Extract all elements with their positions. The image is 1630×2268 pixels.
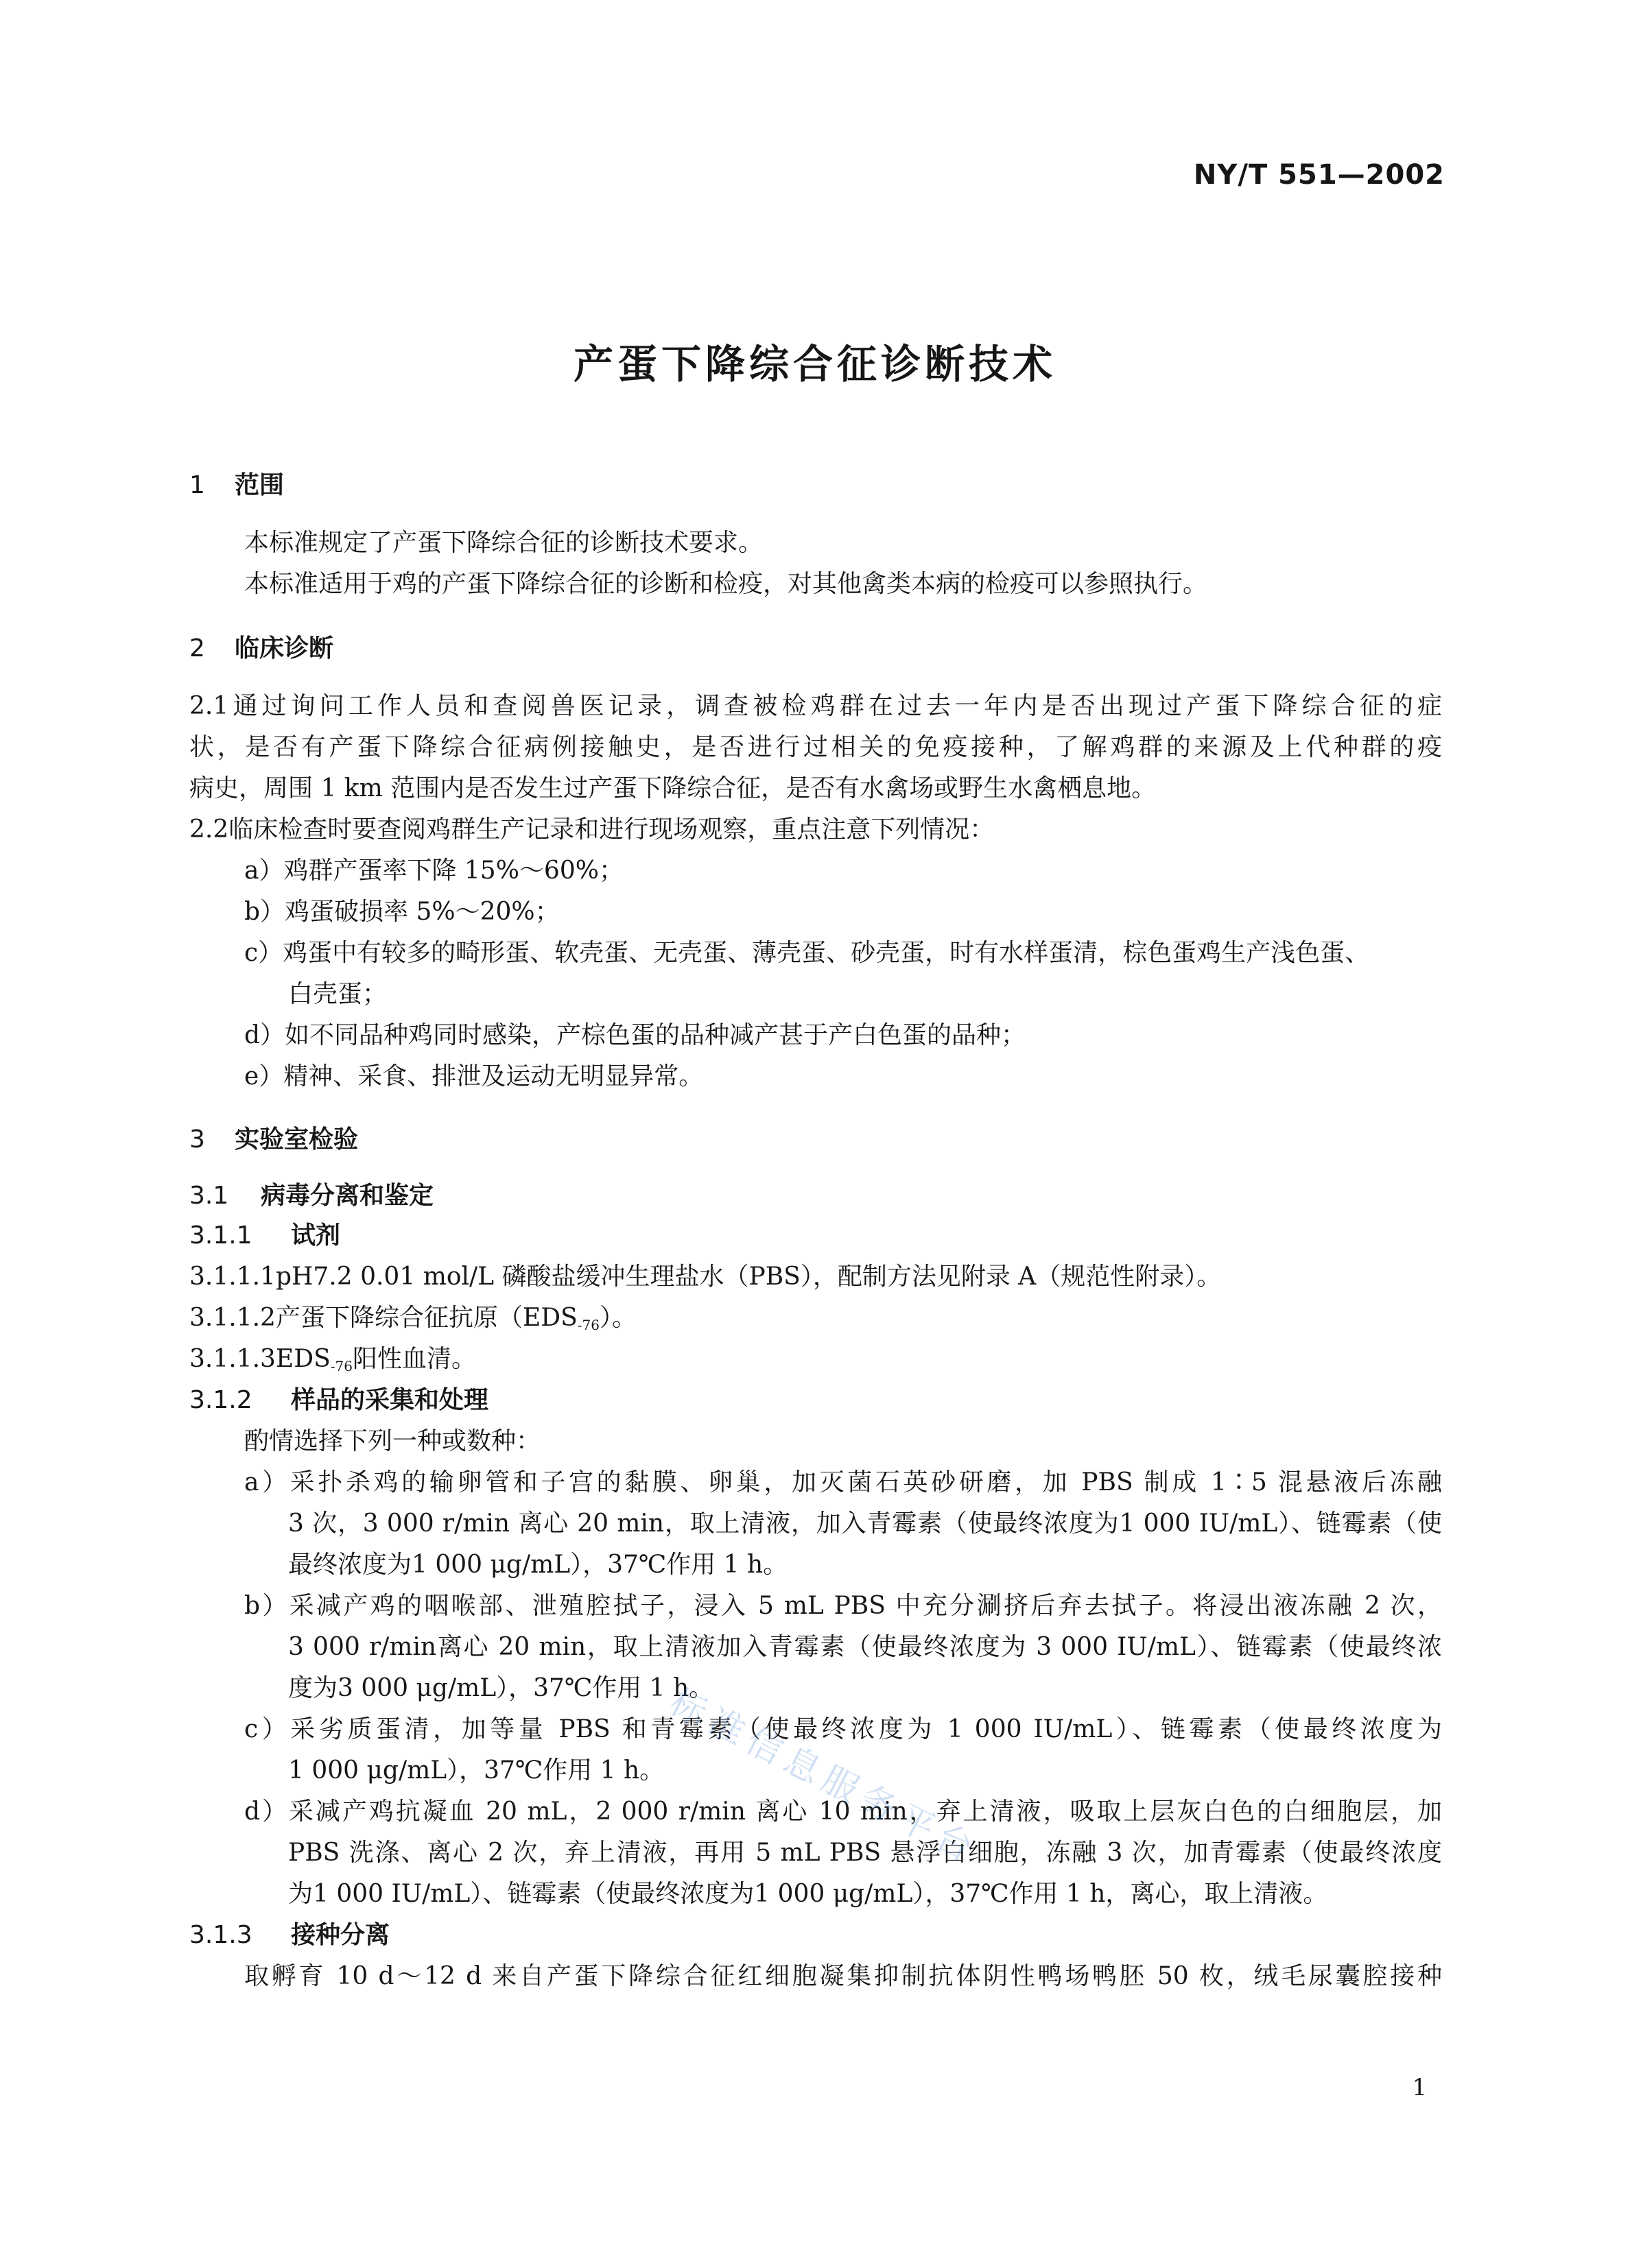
clause-number: 3.1.1.3 — [189, 1345, 276, 1373]
list-item: b）鸡蛋破损率 5%～20%； — [244, 898, 560, 926]
clause-number: 3.1.1.1 — [189, 1263, 276, 1291]
list-item-continuation: 度为3 000 μg/mL），37℃作用 1 h。 — [288, 1674, 714, 1702]
paragraph: 本标准规定了产蛋下降综合征的诊断技术要求。 — [244, 529, 764, 557]
section-number: 3.1.1 — [189, 1221, 252, 1250]
paragraph: 酌情选择下列一种或数种： — [244, 1427, 541, 1455]
clause-number: 3.1.1.2 — [189, 1304, 276, 1332]
clause-text: 产蛋下降综合征抗原（EDS — [275, 1304, 578, 1332]
list-item-continuation: 为1 000 IU/mL）、链霉素（使最终浓度为1 000 μg/mL），37℃作用 1 h，离心，取上清液。 — [288, 1880, 1328, 1908]
paragraph-line — [189, 691, 1442, 721]
section-number: 1 — [189, 471, 205, 499]
clause-text: EDS — [275, 1345, 331, 1373]
list-item: b）采减产鸡的咽喉部、泄殖腔拭子，浸入 5 mL PBS 中充分涮挤后弃去拭子。将浸出液冻融 2 次， — [244, 1592, 1442, 1620]
list-item-continuation: 3 次，3 000 r/min 离心 20 min，取上清液，加入青霉素（使最终浓度为1 000 IU/mL）、链霉素（使 — [288, 1509, 1442, 1538]
clause-number: 2.2 — [189, 815, 229, 844]
standard-number: NY/T 551—2002 — [1193, 159, 1445, 191]
subsection-heading — [189, 1920, 390, 1950]
paragraph: 本标准适用于鸡的产蛋下降综合征的诊断和检疫，对其他禽类本病的检疫可以参照执行。 — [244, 570, 1208, 598]
section-title: 病毒分离和鉴定 — [261, 1182, 434, 1210]
list-item: d）采减产鸡抗凝血 20 mL，2 000 r/min 离心 10 min，弃上清液，吸取上层灰白色的白细胞层，加 — [244, 1798, 1442, 1826]
section-title: 样品的采集和处理 — [291, 1386, 489, 1414]
section-title: 临床诊断 — [235, 634, 334, 663]
section-title: 接种分离 — [291, 1921, 390, 1949]
clause-line — [189, 1303, 637, 1340]
section-title: 试剂 — [291, 1221, 341, 1250]
section-number: 3 — [189, 1125, 205, 1154]
clause-text: pH7.2 0.01 mol/L 磷酸盐缓冲生理盐水（PBS），配制方法见附录 A（规范性附录）。 — [275, 1263, 1222, 1291]
section-2-heading — [189, 634, 333, 664]
subsection-heading — [189, 1221, 340, 1251]
list-item: e）精神、采食、排泄及运动无明显异常。 — [244, 1062, 704, 1090]
list-item: c）鸡蛋中有较多的畸形蛋、软壳蛋、无壳蛋、薄壳蛋、砂壳蛋，时有水样蛋清，棕色蛋鸡生产浅色蛋、 — [244, 939, 1370, 967]
list-item: d）如不同品种鸡同时感染，产棕色蛋的品种减产甚于产白色蛋的品种； — [244, 1021, 1026, 1049]
page-number: 1 — [1412, 2074, 1427, 2101]
subscript: -76 — [577, 1317, 600, 1333]
paragraph-line — [189, 815, 994, 845]
clause-text: 临床检查时要查阅鸡群生产记录和进行现场观察，重点注意下列情况： — [228, 815, 995, 844]
section-title: 实验室检验 — [235, 1125, 359, 1154]
section-title: 范围 — [235, 471, 285, 499]
list-item-continuation: 3 000 r/min离心 20 min，取上清液加入青霉素（使最终浓度为 3 000 IU/mL）、链霉素（使最终浓 — [288, 1633, 1442, 1661]
list-item-continuation: 最终浓度为1 000 μg/mL），37℃作用 1 h。 — [288, 1551, 788, 1579]
subsection-heading — [189, 1181, 434, 1211]
paragraph-line: 状，是否有产蛋下降综合征病例接触史，是否进行过相关的免疫接种，了解鸡群的来源及上代种群的疫 — [189, 733, 1442, 761]
section-number: 3.1.2 — [189, 1386, 252, 1414]
subscript: -76 — [330, 1358, 353, 1374]
section-number: 2 — [189, 634, 205, 663]
section-number: 3.1 — [189, 1182, 229, 1210]
watermark: 标准信息服务平台 — [663, 1681, 986, 1873]
clause-text-end: ）。 — [599, 1304, 637, 1332]
section-3-heading — [189, 1125, 358, 1155]
paragraph-line: 取孵育 10 d～12 d 来自产蛋下降综合征红细胞凝集抑制抗体阴性鸭场鸭胚 50 枚，绒毛尿囊腔接种 — [244, 1962, 1442, 1990]
list-item-continuation: 1 000 μg/mL），37℃作用 1 h。 — [288, 1756, 665, 1784]
list-item: c）采劣质蛋清，加等量 PBS 和青霉素（使最终浓度为 1 000 IU/mL）、链霉素（使最终浓度为 — [244, 1715, 1442, 1743]
list-item-continuation: PBS 洗涤、离心 2 次，弃上清液，再用 5 mL PBS 悬浮白细胞，冻融 3 次，加青霉素（使最终浓度 — [288, 1839, 1442, 1867]
list-item-continuation: 白壳蛋； — [288, 980, 388, 1008]
page-title: 产蛋下降综合征诊断技术 — [573, 341, 1056, 387]
subsection-heading — [189, 1385, 488, 1416]
section-1-heading — [189, 470, 284, 501]
clause-text: 通过询问工作人员和查阅兽医记录，调查被检鸡群在过去一年内是否出现过产蛋下降综合征的症 — [228, 692, 1442, 720]
list-item: a）鸡群产蛋率下降 15%～60%； — [244, 857, 624, 885]
clause-number: 2.1 — [189, 692, 229, 720]
clause-line — [189, 1262, 1221, 1292]
clause-line — [189, 1344, 476, 1381]
section-number: 3.1.3 — [189, 1921, 252, 1949]
clause-text-end: 阳性血清。 — [352, 1345, 476, 1373]
paragraph-line: 病史，周围 1 km 范围内是否发生过产蛋下降综合征，是否有水禽场或野生水禽栖息地。 — [189, 774, 1157, 802]
list-item: a）采扑杀鸡的输卵管和子宫的黏膜、卵巢，加灭菌石英砂研磨，加 PBS 制成 1∶5 混悬液后冻融 — [244, 1468, 1442, 1496]
